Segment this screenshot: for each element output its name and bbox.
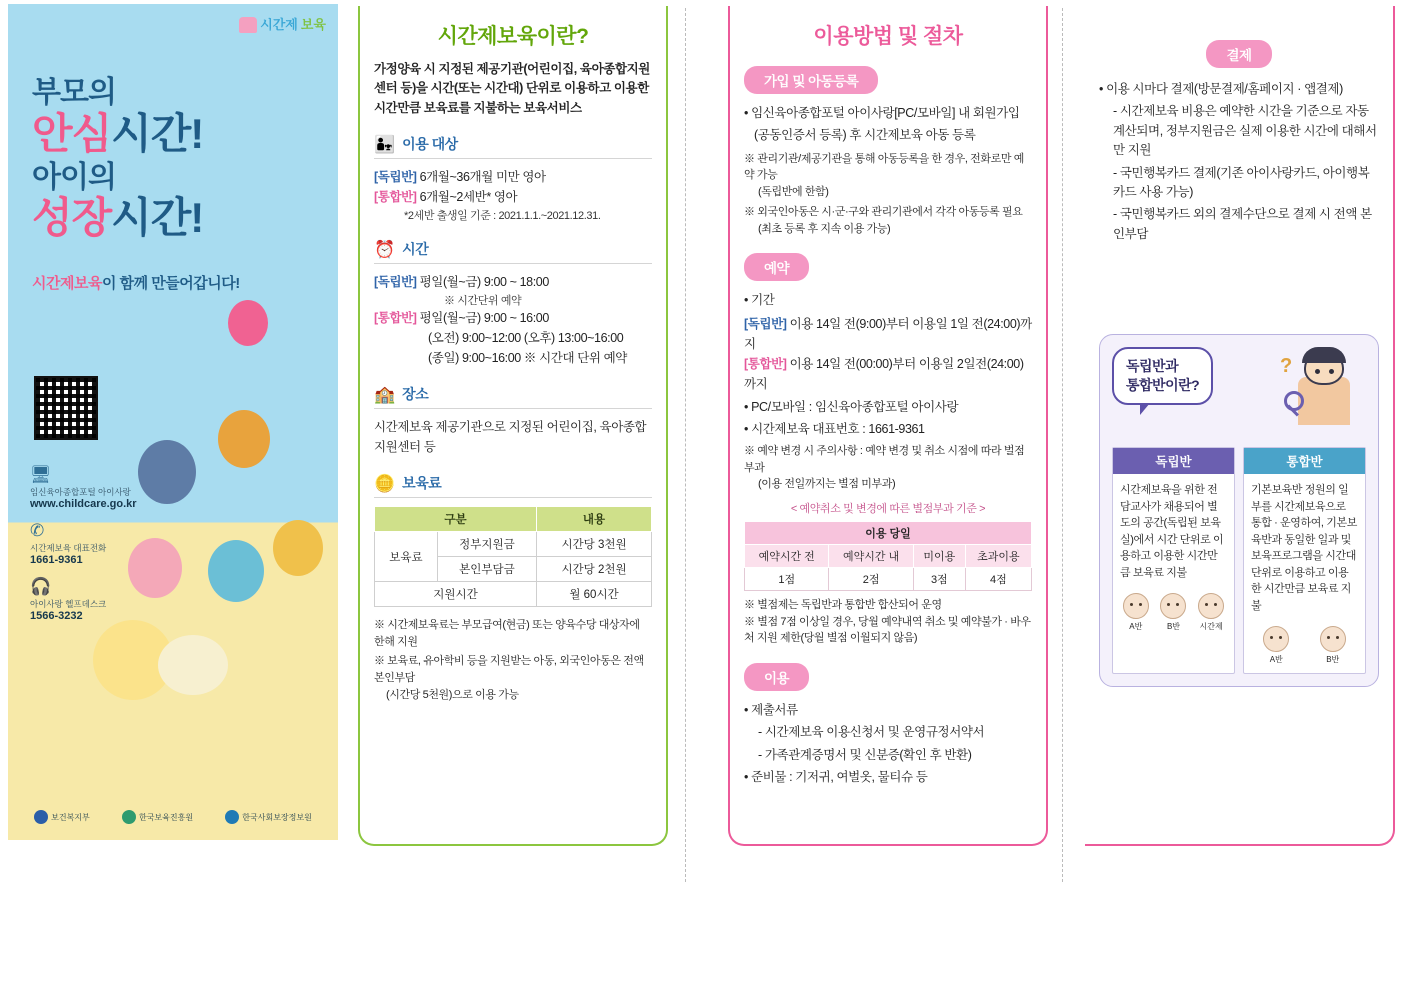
monitor-icon: 🖥: [30, 465, 52, 484]
section-header-time: [374, 239, 652, 259]
family-illustration: [98, 290, 338, 720]
phone-icon: ✆: [30, 521, 45, 540]
signup-note-2b: (최초 등록 후 지속 이용 가능): [758, 222, 891, 235]
kid-badge: B반: [1160, 593, 1186, 632]
penalty-header-row: [745, 545, 1032, 568]
chip-usage: 이용: [744, 663, 809, 691]
ministry-logo-icon: [34, 810, 48, 824]
building-icon: 🏫: [374, 384, 396, 404]
question-mark-icon: ?: [1280, 355, 1293, 377]
penalty-col-1: 예약시간 전: [745, 545, 829, 568]
divider: [374, 158, 652, 159]
footer-org: 보건복지부: [34, 810, 90, 824]
penalty-table: [744, 521, 1032, 591]
teacher-with-magnifier-icon: [1282, 347, 1366, 433]
pay-item-2: - 시간제보육 비용은 예약한 시간을 기준으로 자동 계산되며, 정부지원금은 실제 이용한 시간에 대해서만 지원: [1113, 104, 1377, 158]
fee-table: [374, 506, 652, 607]
compare-col-dokrip: [1112, 447, 1235, 674]
section-header-fee: [374, 473, 652, 493]
compare-col-tonghap: [1243, 447, 1366, 674]
cover-subtitle: 시간제보육이 함께 만들어갑니다!: [32, 275, 240, 292]
compare-table: [1112, 447, 1366, 674]
cell-gov-amount: 시간당 3천원: [537, 532, 652, 557]
usage-docs-label: • 제출서류: [744, 702, 798, 717]
target-line-2: [통합반] 6개월~2세반* 영아: [374, 190, 518, 205]
kcpi-logo-icon: [122, 810, 136, 824]
compare-header-tonghap: 통합반: [1244, 448, 1365, 474]
kids-group-tonghap: [1244, 622, 1365, 673]
signup-note-2: ※ 외국인아동은 시·군·구와 관리기관에서 각각 아동등록 필요: [744, 206, 1023, 219]
chip-payment: 결제: [1206, 40, 1271, 68]
title-line-2: 안심시간!: [32, 109, 204, 157]
table-row: [375, 582, 652, 607]
section-label: 이용 대상: [402, 136, 458, 153]
ssis-logo-icon: [225, 810, 239, 824]
target-line-1: [독립반] 6개월~36개월 미만 영아: [374, 170, 546, 185]
penalty-val-2: 2점: [829, 568, 913, 591]
kid-badge: 시간제: [1198, 593, 1224, 632]
panel2-intro: 가정양육 시 지정된 제공기관(어린이집, 육아종합지원센터 등)을 시간(또는 시간대) 단위로 이용하고 이용한 시간만큼 보육료를 지불하는 보육서비스: [374, 62, 650, 115]
footer-org: 한국보육진흥원: [122, 810, 193, 824]
compare-header-dokrip: 독립반: [1113, 448, 1234, 474]
block-signup: [744, 66, 1032, 237]
coin-icon: 🪙: [374, 473, 396, 493]
time-line-4: (종일) 9:00~16:00 ※ 시간대 단위 예약: [428, 351, 627, 366]
fee-note-2: ※ 보육료, 유아학비 등을 지원받는 아동, 외국인아동은 전액 본인부담: [374, 655, 644, 685]
contact-value: 1661-9361: [30, 554, 83, 566]
pay-item-3: - 국민행복카드 결제(기존 아이사랑카드, 아이행복카드 사용 가능): [1113, 165, 1370, 199]
panel3-title: 이용방법 및 절차: [813, 25, 963, 48]
penalty-note-2: ※ 별점 7점 이상일 경우, 당월 예약내역 취소 및 예약불가 · 바우처 지원 제한(당월 별점 이월되지 않음): [744, 615, 1031, 645]
title-line-1: 부모의: [32, 76, 116, 109]
section-label: 보육료: [402, 475, 442, 492]
cover-footer: [8, 810, 338, 824]
usage-items: • 준비물 : 기저귀, 여벌옷, 물티슈 등: [744, 770, 928, 784]
penalty-val-4: 4점: [965, 568, 1031, 591]
panel-payment: [1085, 6, 1395, 846]
payment-block: [1099, 40, 1379, 68]
divider: [374, 263, 652, 264]
penalty-top-row: [745, 522, 1032, 545]
fee-note-1: ※ 시간제보육료는 부모급여(현금) 또는 양육수당 대상자에 한해 지원: [374, 619, 640, 649]
time-line-3: (오전) 9:00~12:00 (오후) 13:00~16:00: [428, 331, 624, 346]
compare-box: [1099, 334, 1379, 687]
res-period-tong: [통합반] 이용 14일 전(00:00)부터 이용일 2일전(24:00)까지: [744, 356, 1024, 391]
cover-title: [32, 76, 203, 241]
kids-group-dokrip: [1113, 589, 1234, 640]
penalty-value-row: [745, 568, 1032, 591]
section-label: 장소: [402, 386, 429, 403]
fold-divider: [1062, 8, 1063, 882]
cell-fee-label: 보육료: [375, 532, 438, 582]
penalty-note-1: ※ 별점제는 독립반과 통합반 합산되어 운영: [744, 599, 942, 612]
kid-badge: A반: [1263, 626, 1289, 665]
compare-body-dokrip: 시간제보육을 위한 전담교사가 채용되어 별도의 공간(독립된 보육실)에서 시간 단위로 이용하고 이용한 시간만큼 보육료 지불: [1120, 484, 1224, 579]
cover-panel: [8, 4, 338, 840]
res-period-label: • 기간: [744, 293, 775, 308]
usage-doc-1: - 시간제보육 이용신청서 및 운영규정서약서: [758, 725, 985, 740]
cell-support-hours-label: 지원시간: [375, 582, 537, 607]
res-pc-mobile: • PC/모바일 : 임신육아종합포털 아이사랑: [744, 399, 959, 414]
penalty-val-3: 3점: [913, 568, 965, 591]
brand-text-1: 시간제: [260, 17, 298, 32]
pay-item-4: - 국민행복카드 외의 결제수단으로 결제 시 전액 본인부담: [1113, 207, 1372, 241]
penalty-col-4: 초과이용: [965, 545, 1031, 568]
col-header-category: 구분: [375, 507, 537, 532]
contact-caption: 아이사랑 헬프데스크: [30, 599, 107, 609]
brand-text-2: 보육: [300, 17, 326, 32]
title-line-3: 아이의: [32, 160, 116, 194]
block-usage: [744, 663, 1032, 788]
usage-doc-2: - 가족관계증명서 및 신분증(확인 후 반환): [758, 747, 972, 762]
penalty-caption: < 예약취소 및 변경에 따른 별점부과 기준 >: [790, 502, 986, 515]
fold-divider: [685, 8, 686, 882]
section-label: 시간: [402, 241, 429, 258]
signup-item-1: • 임신육아종합포털 아이사랑[PC/모바일] 내 회원가입: [744, 106, 1020, 120]
compare-body-tonghap: 기본보육반 정원의 일부를 시간제보육으로 통합 · 운영하여, 기본보육반과 동일한 일과 및 보육프로그램을 시간대 단위로 이용하고 이용한 시간만큼 보육료 지불: [1251, 484, 1357, 612]
clock-icon: ⏰: [374, 239, 396, 259]
cell-self-amount: 시간당 2천원: [537, 557, 652, 582]
cell-gov-subsidy: 정부지원금: [437, 532, 536, 557]
time-line-1: [독립반] 평일(월~금) 9:00 ~ 18:00: [374, 275, 549, 290]
res-phone: • 시간제보육 대표번호 : 1661-9361: [744, 422, 925, 436]
section-header-target: [374, 134, 652, 154]
chip-signup: 가입 및 아동등록: [744, 66, 878, 94]
penalty-col-2: 예약시간 내: [829, 545, 913, 568]
penalty-val-1: 1점: [745, 568, 829, 591]
signup-note-1b: (독립반에 한함): [758, 185, 829, 198]
block-reservation: [744, 253, 1032, 647]
chip-reservation: 예약: [744, 253, 809, 281]
footer-org: 한국사회보장정보원: [225, 810, 312, 824]
col-header-content: 내용: [537, 507, 652, 532]
parent-child-icon: 👨‍👧: [374, 134, 396, 154]
contact-value[interactable]: www.childcare.go.kr: [30, 498, 137, 510]
penalty-top-header: 이용 당일: [745, 522, 1032, 545]
compare-bubble: 독립반과 통합반이란?: [1112, 347, 1213, 405]
kid-badge: B반: [1320, 626, 1346, 665]
time-note-1: ※ 시간단위 예약: [444, 295, 522, 308]
place-text: 시간제보육 제공기관으로 지정된 어린이집, 육아종합지원센터 등: [374, 420, 647, 455]
contact-caption: 임신육아종합포털 아이사랑: [30, 487, 131, 497]
brand-logo: [239, 14, 326, 33]
panel-what-is: [358, 6, 668, 846]
target-note: *2세반 출생일 기준 : 2021.1.1.~2021.12.31.: [404, 210, 601, 223]
cell-self-pay: 본인부담금: [437, 557, 536, 582]
contact-caption: 시간제보육 대표전화: [30, 543, 107, 553]
panel-howto: [728, 6, 1048, 846]
time-line-2: [통합반] 평일(월~금) 9:00 ~ 16:00: [374, 311, 549, 326]
penalty-col-3: 미이용: [913, 545, 965, 568]
headset-icon: 🎧: [30, 577, 52, 596]
kid-badge: A반: [1123, 593, 1149, 632]
table-header-row: [375, 507, 652, 532]
house-icon: [239, 17, 257, 33]
res-note-1: ※ 예약 변경 시 주의사항 : 예약 변경 및 취소 시점에 따라 벌점 부과: [744, 445, 1025, 474]
divider: [374, 497, 652, 498]
res-period-dok: [독립반] 이용 14일 전(9:00)부터 이용일 1일 전(24:00)까지: [744, 316, 1032, 351]
contact-value: 1566-3232: [30, 610, 83, 622]
pay-item-1: • 이용 시마다 결제(방문결제/홈페이지 · 앱결제): [1099, 82, 1343, 96]
section-header-place: [374, 384, 652, 404]
signup-note-1: ※ 관리기관/제공기관을 통해 아동등록을 한 경우, 전화로만 예약 가능: [744, 152, 1024, 182]
fee-note-3: (시간당 5천원)으로 이용 가능: [386, 689, 519, 702]
title-line-4: 성장시간!: [32, 194, 204, 242]
cell-support-hours-value: 월 60시간: [537, 582, 652, 607]
table-row: [375, 532, 652, 557]
signup-item-2: (공동인증서 등록) 후 시간제보육 아동 등록: [754, 128, 976, 143]
panel2-title: 시간제보육이란?: [437, 25, 589, 48]
divider: [374, 408, 652, 409]
qr-code[interactable]: [34, 376, 98, 440]
res-note-1b: (이용 전일까지는 별점 미부과): [758, 478, 896, 491]
